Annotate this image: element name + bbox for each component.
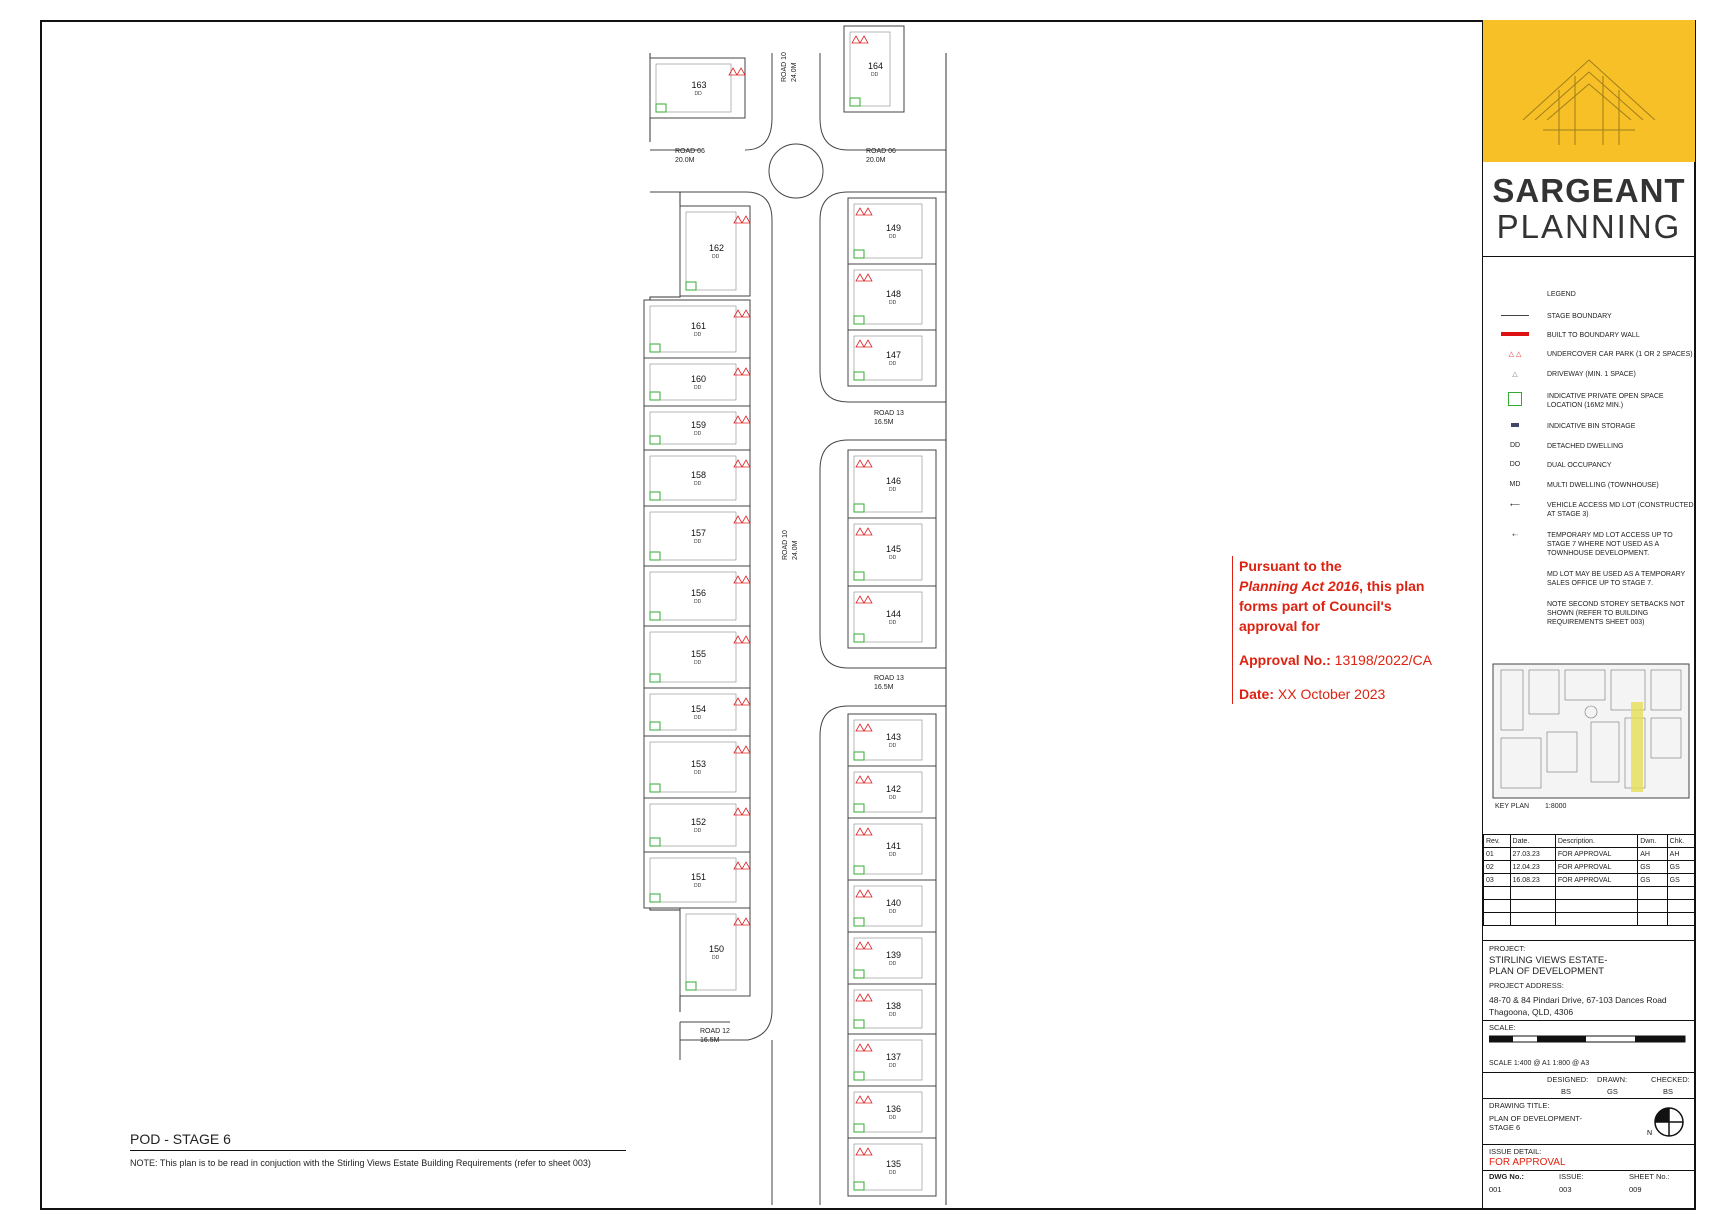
lot-number: 158 xyxy=(691,470,707,480)
legend-text: INDICATIVE BIN STORAGE xyxy=(1547,423,1636,430)
revision-cell xyxy=(1484,900,1511,913)
key-plan-label: KEY PLAN xyxy=(1495,803,1530,810)
stage-title: POD - STAGE 6 xyxy=(130,1131,231,1147)
drawing-title-line2: STAGE 6 xyxy=(1489,1123,1521,1132)
revision-cell: 27.03.23 xyxy=(1510,848,1555,861)
revision-cell: 16.08.23 xyxy=(1510,874,1555,887)
lot-type: DD xyxy=(889,234,897,240)
lot-type: DD xyxy=(712,254,720,260)
approval-number: 13198/2022/CA xyxy=(1334,652,1432,668)
revision-cell: FOR APPROVAL xyxy=(1555,861,1637,874)
issue-detail-value: FOR APPROVAL xyxy=(1489,1157,1566,1168)
approval-number-label: Approval No.: xyxy=(1239,652,1331,668)
lot-138 xyxy=(848,984,936,1034)
drawn-value: GS xyxy=(1607,1087,1618,1096)
road-label-road13-a: ROAD 13 xyxy=(874,410,904,417)
revision-row xyxy=(1484,900,1695,913)
checked-label: CHECKED: xyxy=(1651,1075,1690,1084)
approval-note xyxy=(1232,556,1459,704)
project-line2: PLAN OF DEVELOPMENT xyxy=(1489,966,1605,977)
revision-cell xyxy=(1555,913,1637,926)
title-block xyxy=(1482,20,1696,1210)
lot-number: 142 xyxy=(886,784,902,794)
revision-cell xyxy=(1638,887,1667,900)
legend-text: BUILT TO BOUNDARY WALL xyxy=(1547,332,1640,339)
logo-panel xyxy=(1483,20,1695,162)
revision-cell xyxy=(1667,900,1694,913)
designed-label: DESIGNED: xyxy=(1547,1075,1589,1084)
revision-cell xyxy=(1555,900,1637,913)
lot-type: DD xyxy=(889,620,897,626)
project-line1: STIRLING VIEWS ESTATE- xyxy=(1489,955,1608,966)
lot-number: 163 xyxy=(691,80,707,90)
lot-157 xyxy=(644,506,750,566)
lot-150 xyxy=(680,908,750,996)
legend-text: MD LOT MAY BE USED AS A TEMPORARY SALES OFFICE UP TO STAGE 7. xyxy=(1547,571,1686,587)
lot-number: 147 xyxy=(886,350,902,360)
stage-boundary-icon xyxy=(1501,312,1529,319)
revision-row xyxy=(1484,861,1695,874)
lot-type: DD xyxy=(889,487,897,493)
road-label-road06-right: ROAD 06 xyxy=(866,148,896,155)
lot-type: DD xyxy=(889,743,897,749)
road-label-road10-top-width: 24.0M xyxy=(791,62,798,82)
brand-name-line1: SARGEANT xyxy=(1492,172,1686,209)
revision-row xyxy=(1484,874,1695,887)
lot-number: 156 xyxy=(691,588,707,598)
lot-159 xyxy=(644,406,750,450)
chk-header: Chk. xyxy=(1667,835,1694,848)
lot-number: 139 xyxy=(886,950,902,960)
lot-type: DD xyxy=(694,883,702,889)
checked-value: BS xyxy=(1663,1087,1674,1096)
revision-cell xyxy=(1555,887,1637,900)
lot-141 xyxy=(848,818,936,880)
building-logo-icon xyxy=(1483,20,1695,162)
stage-title-underline xyxy=(130,1150,626,1151)
stage-highlight xyxy=(1631,702,1643,792)
vehicle-access-arrow-icon: ⟵ xyxy=(1509,502,1521,509)
revision-table xyxy=(1483,834,1695,926)
lot-type: DD xyxy=(889,1115,897,1121)
approval-line3: forms part of Council's xyxy=(1239,598,1392,614)
address-line1: 48-70 & 84 Pindari Drive, 67-103 Dances Road xyxy=(1489,995,1667,1005)
lot-type: DD xyxy=(694,431,702,437)
lot-type: DD xyxy=(889,300,897,306)
revision-cell: FOR APPROVAL xyxy=(1555,874,1637,887)
sheet-value: 009 xyxy=(1629,1185,1642,1194)
lot-type: DD xyxy=(712,955,720,961)
lot-type: DD xyxy=(694,332,702,338)
lot-number: 154 xyxy=(691,704,707,714)
road-label-road12: ROAD 12 xyxy=(700,1028,730,1035)
divider xyxy=(1483,256,1695,257)
approval-line1: Pursuant to the xyxy=(1239,558,1342,574)
date-header: Date. xyxy=(1510,835,1555,848)
lot-number: 144 xyxy=(886,609,902,619)
legend-text: INDICATIVE PRIVATE OPEN SPACE LOCATION (16M2 MIN.) xyxy=(1547,393,1664,409)
road-label-road06-right-width: 20.0M xyxy=(866,157,886,164)
revision-cell: GS xyxy=(1667,874,1694,887)
revision-cell xyxy=(1484,913,1511,926)
road-label-road13-a-width: 16.5M xyxy=(874,419,894,426)
rev-header: Rev. xyxy=(1484,835,1511,848)
dwn-header: Dwn. xyxy=(1638,835,1667,848)
lot-143 xyxy=(848,714,936,766)
lot-type: DD xyxy=(889,852,897,858)
lot-140 xyxy=(848,880,936,932)
lot-155 xyxy=(644,626,750,688)
lot-number: 146 xyxy=(886,476,902,486)
approval-act: Planning Act 2016 xyxy=(1239,578,1360,594)
lot-number: 150 xyxy=(709,944,725,954)
lot-number: 164 xyxy=(868,61,884,71)
revision-cell: AH xyxy=(1667,848,1694,861)
lot-142 xyxy=(848,766,936,818)
driveway-icon: △ xyxy=(1512,371,1518,378)
legend-text: NOTE SECOND STOREY SETBACKS NOT SHOWN (REFER TO BUILDING REQUIREMENTS SHEET 003) xyxy=(1547,601,1685,626)
plan-note: NOTE: This plan is to be read in conjuction with the Stirling Views Estate Building Requirements (refer to sheet 003) xyxy=(130,1158,591,1168)
legend-title: LEGEND xyxy=(1547,291,1576,298)
revision-cell: 01 xyxy=(1484,848,1511,861)
legend-symbol: DO xyxy=(1509,461,1521,468)
lot-number: 162 xyxy=(709,243,725,253)
lot-number: 161 xyxy=(691,321,707,331)
legend-text: DRIVEWAY (MIN. 1 SPACE) xyxy=(1547,371,1636,378)
lot-type: DD xyxy=(694,715,702,721)
road-edge xyxy=(745,53,772,150)
revision-cell xyxy=(1667,887,1694,900)
revision-cell xyxy=(1484,887,1511,900)
lot-number: 157 xyxy=(691,528,707,538)
approval-line2: , this plan xyxy=(1359,578,1425,594)
lot-154 xyxy=(644,688,750,736)
drawing-title-label: DRAWING TITLE: xyxy=(1489,1101,1550,1110)
revision-cell xyxy=(1638,900,1667,913)
lot-number: 143 xyxy=(886,732,902,742)
lot-156 xyxy=(644,566,750,626)
legend-text: DUAL OCCUPANCY xyxy=(1547,462,1612,469)
bin-storage-icon xyxy=(1501,422,1529,429)
lot-153 xyxy=(644,736,750,798)
revision-cell xyxy=(1510,913,1555,926)
designed-value: BS xyxy=(1561,1087,1572,1096)
drawn-label: DRAWN: xyxy=(1597,1075,1628,1084)
road-label-road12-width: 16.5M xyxy=(700,1037,720,1044)
lot-145 xyxy=(848,518,936,586)
revision-cell: AH xyxy=(1638,848,1667,861)
brand-name-line2: PLANNING xyxy=(1496,208,1682,245)
lot-type: DD xyxy=(694,828,702,834)
lot-148 xyxy=(848,264,936,330)
lot-type: DD xyxy=(871,72,879,78)
revision-row xyxy=(1484,848,1695,861)
issue-detail-label: ISSUE DETAIL: xyxy=(1489,1147,1542,1156)
lot-number: 159 xyxy=(691,420,707,430)
lot-type: DD xyxy=(889,795,897,801)
lot-number: 138 xyxy=(886,1001,902,1011)
revision-cell xyxy=(1667,913,1694,926)
lot-number: 136 xyxy=(886,1104,902,1114)
temporary-access-arrow-icon: ⇠ xyxy=(1512,532,1518,539)
sheet-label: SHEET No.: xyxy=(1629,1172,1670,1181)
lot-147 xyxy=(848,330,936,386)
lot-152 xyxy=(644,798,750,852)
description-header: Description. xyxy=(1555,835,1637,848)
scale-text: SCALE 1:400 @ A1 1:800 @ A3 xyxy=(1489,1060,1590,1067)
road-label-road13-b-width: 16.5M xyxy=(874,684,894,691)
lot-type: DD xyxy=(694,385,702,391)
lot-number: 140 xyxy=(886,898,902,908)
lot-number: 141 xyxy=(886,841,902,851)
lot-163 xyxy=(650,58,745,118)
lot-164 xyxy=(844,26,904,112)
lot-number: 145 xyxy=(886,544,902,554)
revision-cell: GS xyxy=(1667,861,1694,874)
lot-146 xyxy=(848,450,936,518)
lot-162 xyxy=(680,206,750,296)
lot-type: DD xyxy=(889,1063,897,1069)
revision-cell: GS xyxy=(1638,861,1667,874)
lots-right xyxy=(844,26,936,1196)
lot-135 xyxy=(848,1138,936,1196)
road-label-road10-top: ROAD 10 xyxy=(781,52,788,82)
approval-date-label: Date: xyxy=(1239,686,1275,702)
road-label-road06-left-width: 20.0M xyxy=(675,157,695,164)
road-label-road10-mid: ROAD 10 xyxy=(782,530,789,560)
boundary-wall-icon xyxy=(1501,331,1529,338)
open-space-icon xyxy=(1501,392,1529,408)
legend-text: DETACHED DWELLING xyxy=(1547,443,1624,450)
lot-type: DD xyxy=(889,1012,897,1018)
lot-139 xyxy=(848,932,936,984)
drawing-title-line1: PLAN OF DEVELOPMENT- xyxy=(1489,1114,1582,1123)
lot-137 xyxy=(848,1034,936,1086)
lot-161 xyxy=(644,300,750,358)
lot-number: 149 xyxy=(886,223,902,233)
lot-type: DD xyxy=(694,539,702,545)
legend-text: VEHICLE ACCESS MD LOT (CONSTRUCTED AT STAGE 3) xyxy=(1547,502,1694,518)
revision-header-row xyxy=(1484,835,1695,848)
revision-row xyxy=(1484,887,1695,900)
lot-type: DD xyxy=(694,91,702,97)
lot-type: DD xyxy=(694,481,702,487)
lot-number: 155 xyxy=(691,649,707,659)
lot-type: DD xyxy=(694,770,702,776)
revision-cell: 12.04.23 xyxy=(1510,861,1555,874)
lot-type: DD xyxy=(889,909,897,915)
dwg-value: 001 xyxy=(1489,1185,1502,1194)
lot-type: DD xyxy=(694,599,702,605)
project-label: PROJECT: xyxy=(1489,944,1526,953)
lot-type: DD xyxy=(889,555,897,561)
revision-cell: 02 xyxy=(1484,861,1511,874)
issue-value: 003 xyxy=(1559,1185,1572,1194)
road-label-road10-mid-width: 24.0M xyxy=(792,540,799,560)
legend-text: MULTI DWELLING (TOWNHOUSE) xyxy=(1547,482,1659,489)
north-label: N xyxy=(1647,1130,1653,1137)
revision-cell: GS xyxy=(1638,874,1667,887)
legend-symbol: MD xyxy=(1509,481,1521,488)
lot-number: 135 xyxy=(886,1159,902,1169)
address-label: PROJECT ADDRESS: xyxy=(1489,981,1564,990)
lot-149 xyxy=(848,198,936,264)
lot-151 xyxy=(644,852,750,908)
dwg-label: DWG No.: xyxy=(1489,1172,1524,1181)
lot-158 xyxy=(644,450,750,506)
road-label-road13-b: ROAD 13 xyxy=(874,675,904,682)
scale-bar xyxy=(1489,1034,1689,1052)
lot-number: 148 xyxy=(886,289,902,299)
lot-144 xyxy=(848,586,936,648)
revision-row xyxy=(1484,913,1695,926)
lots-left xyxy=(644,58,750,996)
approval-line4: approval for xyxy=(1239,618,1320,634)
lot-160 xyxy=(644,358,750,406)
revision-cell xyxy=(1638,913,1667,926)
revision-cell xyxy=(1510,887,1555,900)
car-park-icon: △ △ xyxy=(1508,351,1522,358)
lot-type: DD xyxy=(889,361,897,367)
legend-symbol: DD xyxy=(1509,442,1521,449)
legend-text: UNDERCOVER CAR PARK (1 OR 2 SPACES) xyxy=(1547,351,1693,358)
revision-cell: FOR APPROVAL xyxy=(1555,848,1637,861)
lot-136 xyxy=(848,1086,936,1138)
lot-number: 137 xyxy=(886,1052,902,1062)
lot-number: 151 xyxy=(691,872,707,882)
legend-text: TEMPORARY MD LOT ACCESS UP TO STAGE 7 WHERE NOT USED AS A TOWNHOUSE DEVELOPMENT. xyxy=(1547,532,1673,557)
legend-text: STAGE BOUNDARY xyxy=(1547,313,1612,320)
lot-type: DD xyxy=(889,1170,897,1176)
key-plan-scale: 1:8000 xyxy=(1545,803,1567,810)
scale-label: SCALE: xyxy=(1489,1023,1516,1032)
revision-cell xyxy=(1510,900,1555,913)
approval-date: XX October 2023 xyxy=(1277,686,1386,702)
north-arrow-icon xyxy=(1647,1106,1687,1138)
lot-number: 152 xyxy=(691,817,707,827)
lot-number: 153 xyxy=(691,759,707,769)
lot-number: 160 xyxy=(691,374,707,384)
lot-type: DD xyxy=(694,660,702,666)
address-line2: Thagoona, QLD, 4306 xyxy=(1489,1007,1574,1017)
revision-cell: 03 xyxy=(1484,874,1511,887)
issue-label: ISSUE: xyxy=(1559,1172,1584,1181)
lot-type: DD xyxy=(889,961,897,967)
road-label-road06-left: ROAD 06 xyxy=(675,148,705,155)
key-plan-map xyxy=(1491,662,1691,812)
